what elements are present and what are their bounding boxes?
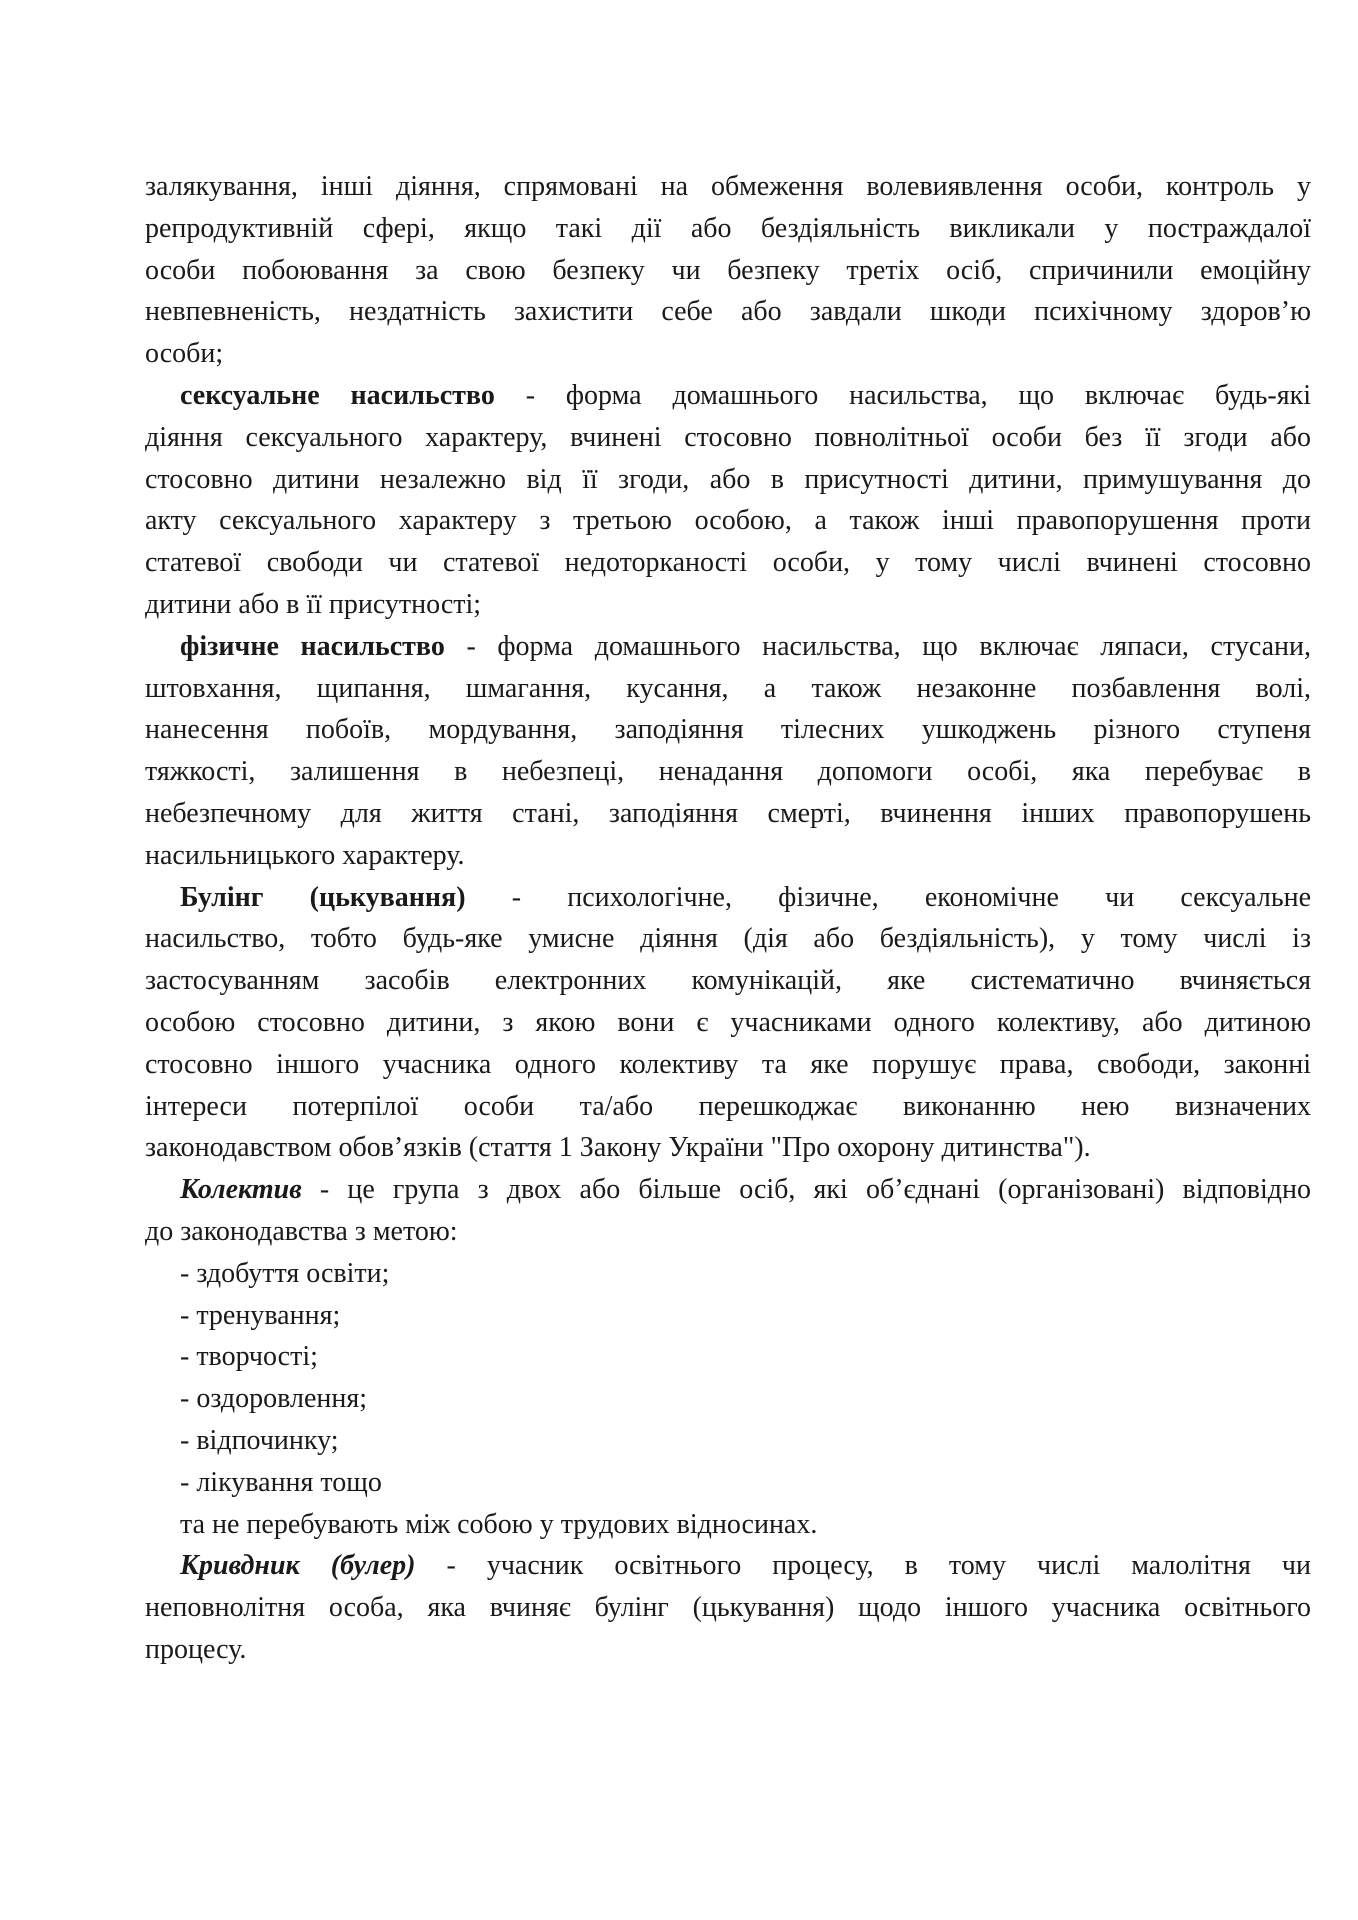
document-page xyxy=(145,166,1311,1671)
text-line: насильницького характеру. xyxy=(145,839,465,871)
paragraph-sexual-violence xyxy=(145,375,1311,626)
defined-term: Кривдник (булер) xyxy=(180,1550,416,1582)
defined-term: сексуальне насильство xyxy=(180,379,495,411)
definition-text: - форма домашнього насильства, що включає ляпаси, стусани, xyxy=(444,630,1311,662)
definition-text: - форма домашнього насильства, що включає будь-які xyxy=(494,379,1311,411)
definition-text: - психологічне, фізичне, економічне чи сексуальне xyxy=(465,881,1312,913)
text-line: невпевненість, нездатність захистити себе або завдали шкоди психічному здоров’ю xyxy=(145,296,1311,328)
definition-first-line xyxy=(145,375,1311,417)
text-line: репродуктивній сфері, якщо такі дії або бездіяльність викликали у постраждалої xyxy=(145,212,1311,244)
list-item: - лікування тощо xyxy=(180,1466,382,1498)
text-line: застосуванням засобів електронних комунікацій, яке систематично вчиняється xyxy=(145,965,1311,997)
list-item: - творчості; xyxy=(180,1341,318,1373)
paragraph-psychological-violence-continuation xyxy=(145,166,1311,375)
list-item: - тренування; xyxy=(180,1299,341,1331)
definition-first-line xyxy=(145,1169,1311,1211)
text-line: інтереси потерпілої особи та/або перешкоджає виконанню нею визначених xyxy=(145,1090,1311,1122)
text-line: нанесення побоїв, мордування, заподіяння тілесних ушкоджень різного ступеня xyxy=(145,714,1311,746)
text-line: особи; xyxy=(145,338,224,370)
paragraph-bullying xyxy=(145,877,1311,1170)
text-line: залякування, інші діяння, спрямовані на обмеження волевиявлення особи, контроль у xyxy=(145,171,1311,202)
text-line: законодавством обов’язків (стаття 1 Закону України "Про охорону дитинства"). xyxy=(145,1132,1091,1164)
list-item: - оздоровлення; xyxy=(180,1383,368,1415)
text-line: дитини або в її присутності; xyxy=(145,588,482,620)
defined-term: Колектив xyxy=(180,1174,302,1206)
definition-first-line xyxy=(145,877,1311,919)
definition-first-line xyxy=(145,626,1311,668)
text-line: небезпечному для життя стані, заподіяння смерті, вчинення інших правопорушень xyxy=(145,797,1311,829)
text-line: стосовно іншого учасника одного колективу та яке порушує права, свободи, законні xyxy=(145,1048,1311,1080)
text-line: до законодавства з метою: xyxy=(145,1215,458,1247)
definition-text: - учасник освітнього процесу, в тому числі малолітня чи xyxy=(415,1550,1311,1582)
text-line: статевої свободи чи статевої недоторканості особи, у тому числі вчинені стосовно xyxy=(145,547,1311,579)
paragraph-offender xyxy=(145,1545,1311,1670)
text-line: штовхання, щипання, шмагання, кусання, а також незаконне позбавлення волі, xyxy=(145,672,1311,704)
text-line: особою стосовно дитини, з якою вони є учасниками одного колективу, або дитиною xyxy=(145,1006,1311,1038)
defined-term: фізичне насильство xyxy=(180,630,445,662)
text-line: акту сексуального характеру з третьою особою, а також інші правопорушення проти xyxy=(145,505,1311,537)
text-line: тяжкості, залишення в небезпеці, ненадання допомоги особі, яка перебуває в xyxy=(145,756,1311,788)
definition-text: - це група з двох або більше осіб, які об’єднані (організовані) відповідно xyxy=(301,1174,1311,1206)
definition-first-line xyxy=(145,1545,1311,1587)
list-item: - відпочинку; xyxy=(180,1424,339,1456)
text-line: процесу. xyxy=(145,1633,247,1665)
list-item: - здобуття освіти; xyxy=(180,1257,390,1289)
paragraph-physical-violence xyxy=(145,626,1311,877)
text-line: насильство, тобто будь-яке умисне діяння (дія або бездіяльність), у тому числі із xyxy=(145,923,1311,955)
text-line: неповнолітня особа, яка вчиняє булінг (цькування) щодо іншого учасника освітнього xyxy=(145,1592,1311,1624)
text-line: стосовно дитини незалежно від її згоди, або в присутності дитини, примушування до xyxy=(145,463,1311,495)
text-line: діяння сексуального характеру, вчинені стосовно повнолітньої особи без її згоди або xyxy=(145,421,1311,453)
closing-line: та не перебувають між собою у трудових відносинах. xyxy=(180,1508,818,1540)
text-line: особи побоювання за свою безпеку чи безпеку третіх осіб, спричинили емоційну xyxy=(145,254,1311,286)
paragraph-collective xyxy=(145,1169,1311,1545)
defined-term: Булінг (цькування) xyxy=(180,881,466,913)
